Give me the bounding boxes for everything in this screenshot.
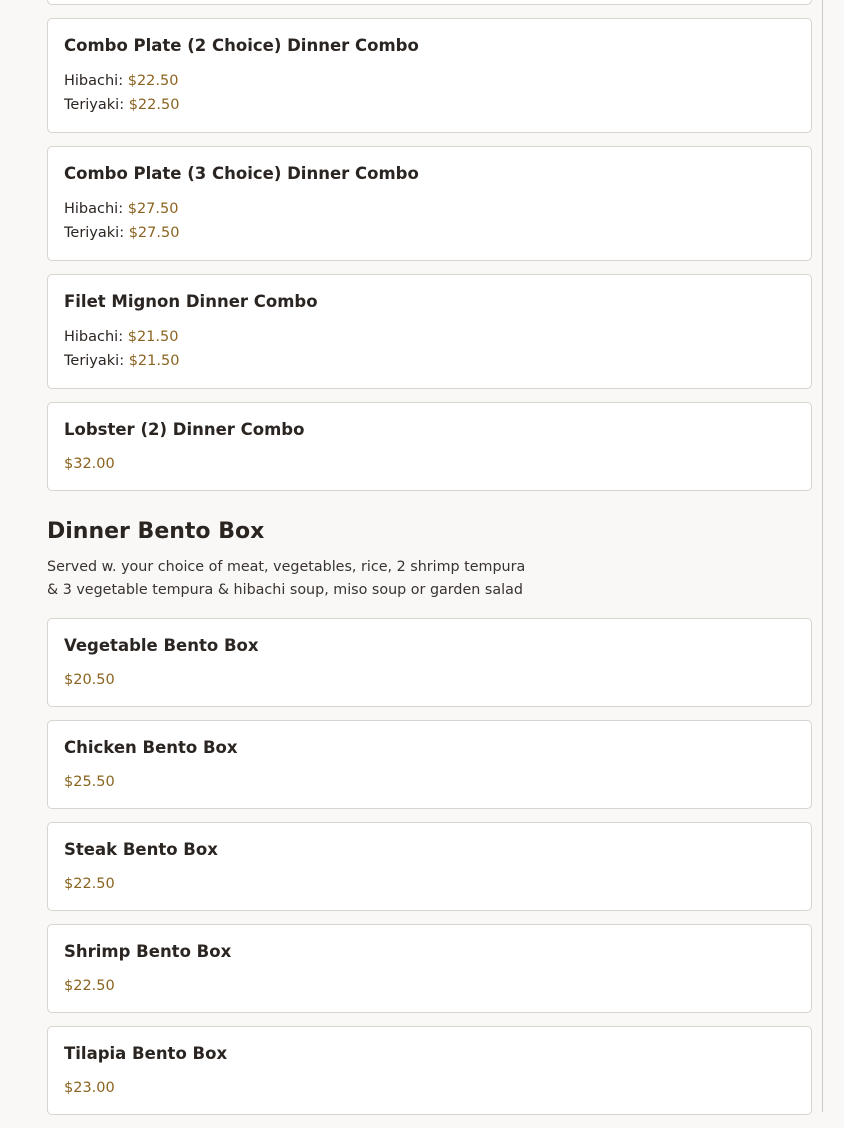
menu-item-card[interactable] xyxy=(47,924,812,1013)
option-price: $22.50 xyxy=(128,97,180,113)
section-description-line: & 3 vegetable tempura & hibachi soup, miso soup or garden salad xyxy=(47,582,523,598)
menu-item-card[interactable] xyxy=(47,1026,812,1115)
menu-item-name: Combo Plate (2 Choice) Dinner Combo xyxy=(64,36,419,55)
page-right-divider xyxy=(822,0,823,1112)
option-label: Hibachi: xyxy=(64,201,124,217)
menu-item-name: Vegetable Bento Box xyxy=(64,636,259,655)
menu-item-price: $25.50 xyxy=(64,774,115,790)
option-price: $27.50 xyxy=(128,225,180,241)
option-label: Teriyaki: xyxy=(64,97,125,113)
menu-item-option xyxy=(64,349,795,373)
section-description xyxy=(47,556,527,602)
menu-item-card[interactable] xyxy=(47,720,812,809)
menu-item-card[interactable] xyxy=(47,18,812,133)
menu-item-card[interactable] xyxy=(47,822,812,911)
menu-content xyxy=(47,0,812,1128)
menu-item-price: $23.00 xyxy=(64,1080,115,1096)
option-label: Teriyaki: xyxy=(64,353,125,369)
menu-item-option xyxy=(64,221,795,245)
option-label: Teriyaki: xyxy=(64,225,125,241)
section-description-line: Served w. your choice of meat, vegetables, rice, 2 shrimp tempura xyxy=(47,559,526,575)
menu-item-price: $20.50 xyxy=(64,672,115,688)
menu-item-price: $22.50 xyxy=(64,978,115,994)
menu-item-name: Steak Bento Box xyxy=(64,840,218,859)
option-price: $27.50 xyxy=(127,201,179,217)
menu-item-option xyxy=(64,69,795,93)
menu-item-card[interactable] xyxy=(47,274,812,389)
menu-item-name: Combo Plate (3 Choice) Dinner Combo xyxy=(64,164,419,183)
option-price: $21.50 xyxy=(128,353,180,369)
menu-item-name: Tilapia Bento Box xyxy=(64,1044,228,1063)
option-price: $21.50 xyxy=(127,329,179,345)
menu-item-name: Shrimp Bento Box xyxy=(64,942,232,961)
option-label: Hibachi: xyxy=(64,329,124,345)
menu-item-card-partial xyxy=(47,0,812,5)
menu-item-name: Filet Mignon Dinner Combo xyxy=(64,292,318,311)
option-label: Hibachi: xyxy=(64,73,124,89)
menu-item-card[interactable] xyxy=(47,402,812,491)
menu-item-price: $22.50 xyxy=(64,876,115,892)
section-title: Dinner Bento Box xyxy=(47,519,265,544)
menu-item-option xyxy=(64,197,795,221)
menu-item-card[interactable] xyxy=(47,618,812,707)
menu-item-option xyxy=(64,93,795,117)
section-header xyxy=(47,518,812,602)
menu-item-card[interactable] xyxy=(47,146,812,261)
menu-item-price: $32.00 xyxy=(64,456,115,472)
option-price: $22.50 xyxy=(127,73,179,89)
menu-item-option xyxy=(64,325,795,349)
menu-item-name: Chicken Bento Box xyxy=(64,738,238,757)
menu-item-name: Lobster (2) Dinner Combo xyxy=(64,420,305,439)
